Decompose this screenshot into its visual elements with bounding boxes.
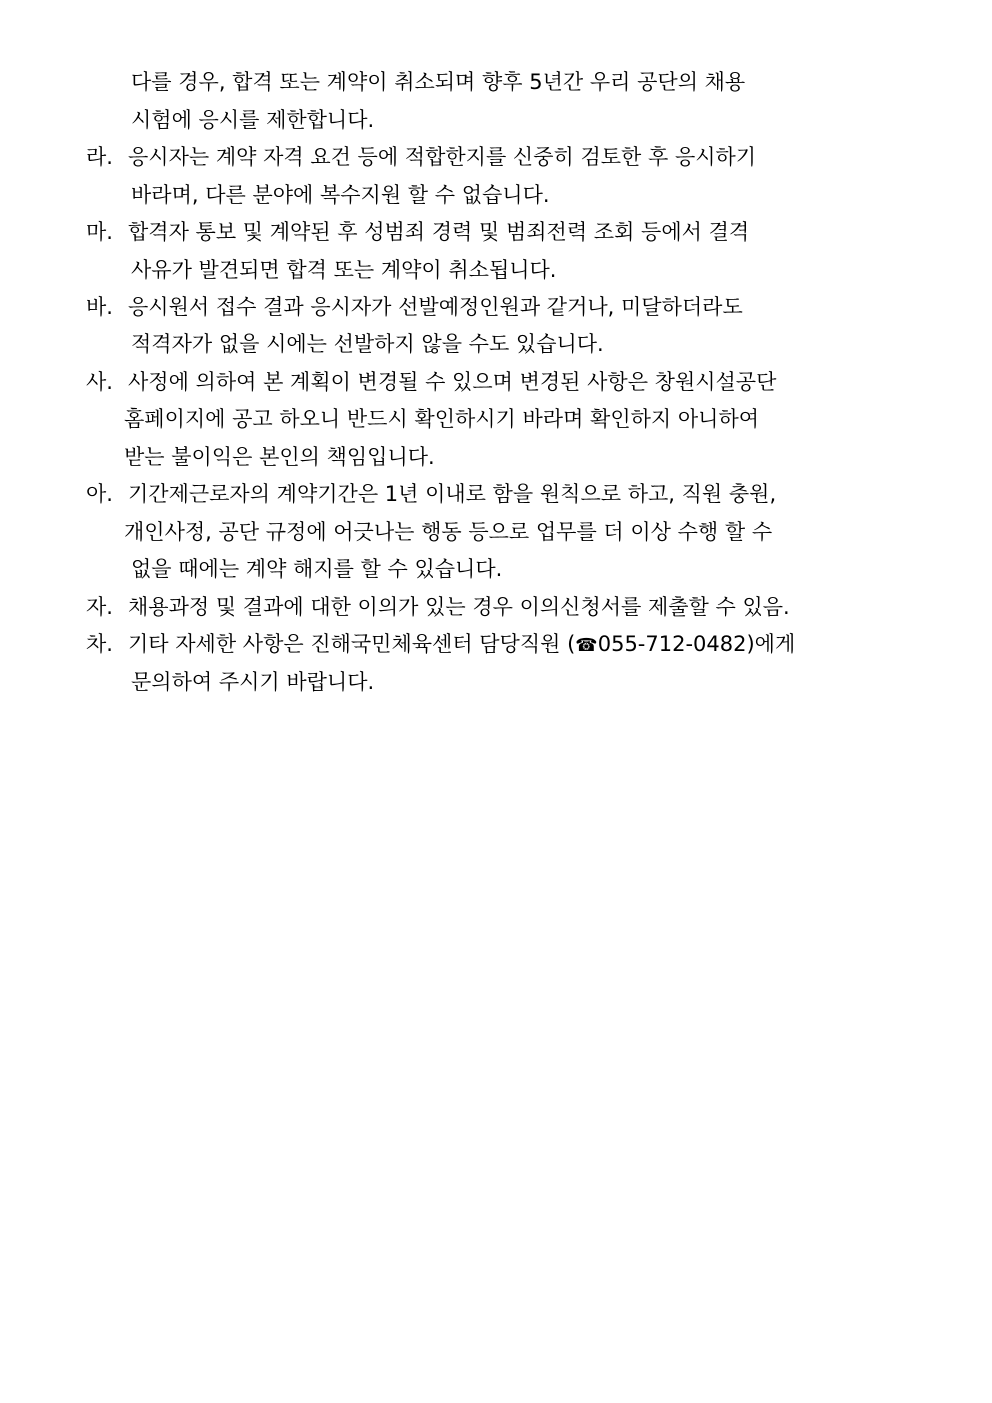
list-marker: 자. [86, 595, 113, 619]
line-text: 기간제근로자의 계약기간은 1년 이내로 함을 원칙으로 하고, 직원 충원, [128, 482, 777, 506]
text-line [131, 181, 550, 209]
list-marker: 마. [86, 220, 113, 244]
line-text: 응시자는 계약 자격 요건 등에 적합한지를 신중히 검토한 후 응시하기 [128, 145, 757, 169]
text-line [131, 330, 604, 358]
list-marker: 라. [86, 145, 113, 169]
list-item [86, 593, 790, 621]
list-marker: 차. [86, 632, 113, 656]
line-text: 받는 불이익은 본인의 책임입니다. [124, 445, 435, 469]
list-item [86, 368, 776, 396]
list-item [86, 218, 749, 246]
phone-icon: ☎ [575, 635, 598, 656]
text-line [131, 106, 374, 134]
line-text: 적격자가 없을 시에는 선발하지 않을 수도 있습니다. [131, 332, 604, 356]
text-line [131, 668, 374, 696]
line-text: 시험에 응시를 제한합니다. [131, 108, 375, 132]
contact-text: 기타 자세한 사항은 진해국민체육센터 담당직원 ( [128, 632, 576, 656]
text-line [131, 555, 502, 583]
text-line [131, 68, 745, 96]
line-text: 합격자 통보 및 계약된 후 성범죄 경력 및 범죄전력 조회 등에서 결격 [128, 220, 750, 244]
list-item [86, 480, 776, 508]
text-line [124, 443, 435, 471]
phone-number: 055-712-0482 [597, 632, 747, 656]
line-text: 바라며, 다른 분야에 복수지원 할 수 없습니다. [131, 183, 550, 207]
contact-text-end: )에게 [746, 632, 796, 656]
line-text: 사유가 발견되면 합격 또는 계약이 취소됩니다. [131, 258, 557, 282]
line-text: 다를 경우, 합격 또는 계약이 취소되며 향후 5년간 우리 공단의 채용 [131, 70, 746, 94]
text-line [124, 405, 759, 433]
line-text: 사정에 의하여 본 계획이 변경될 수 있으며 변경된 사항은 창원시설공단 [128, 370, 777, 394]
line-text: 없을 때에는 계약 해지를 할 수 있습니다. [131, 557, 503, 581]
line-text: 홈페이지에 공고 하오니 반드시 확인하시기 바라며 확인하지 아니하여 [124, 407, 760, 431]
line-text: 개인사정, 공단 규정에 어긋나는 행동 등으로 업무를 더 이상 수행 할 수 [124, 520, 773, 544]
list-marker: 아. [86, 482, 113, 506]
list-item [86, 293, 743, 321]
list-item [86, 143, 756, 171]
list-item-contact [86, 630, 795, 658]
list-marker: 바. [86, 295, 113, 319]
text-line [124, 518, 772, 546]
list-marker: 사. [86, 370, 113, 394]
line-text: 채용과정 및 결과에 대한 이의가 있는 경우 이의신청서를 제출할 수 있음. [128, 595, 790, 619]
line-text: 문의하여 주시기 바랍니다. [131, 670, 375, 694]
text-line [131, 256, 556, 284]
line-text: 응시원서 접수 결과 응시자가 선발예정인원과 같거나, 미달하더라도 [128, 295, 743, 319]
